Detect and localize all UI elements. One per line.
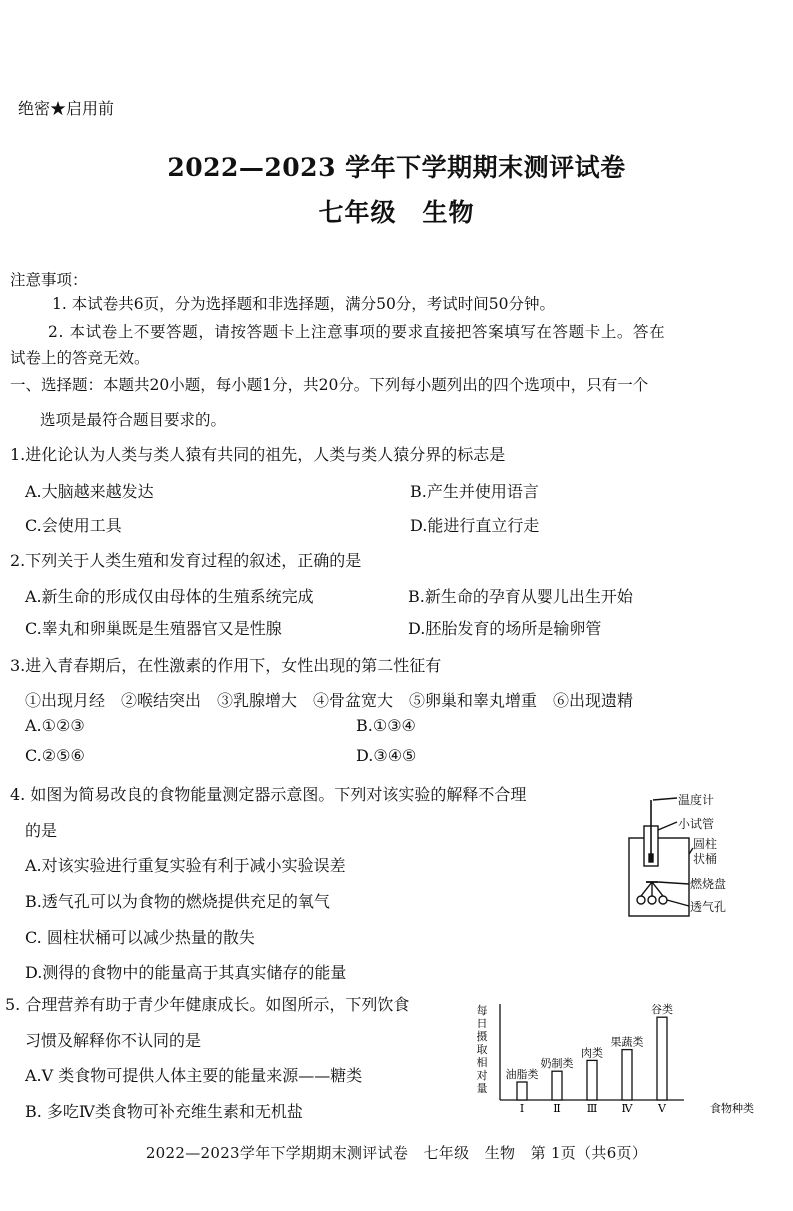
q5-option-b: B. 多吃Ⅳ类食物可补充维生素和无机盐: [25, 1102, 303, 1121]
chart-bar-label-4: 果蔬类: [610, 1035, 644, 1049]
secret-mark: 绝密★启用前: [18, 99, 115, 118]
chart-bar-4: [622, 1050, 632, 1100]
chart-x-tick-3: Ⅲ: [586, 1102, 598, 1115]
q2-option-d: D.胚胎发育的场所是输卵管: [408, 619, 602, 638]
chart-y-axis-label: [477, 1003, 488, 1095]
vent-hole: [637, 896, 645, 904]
label-vent: 透气孔: [690, 900, 727, 914]
label-thermometer: 温度计: [678, 793, 715, 807]
chart-x-tick-4: Ⅳ: [621, 1102, 633, 1115]
chart-bar-label-5: 谷类: [651, 1003, 673, 1017]
chart-bar-3: [587, 1060, 597, 1100]
q3-option-d: D.③④⑤: [356, 746, 417, 765]
q1-option-b: B.产生并使用语言: [410, 482, 539, 501]
chart-bar-label-2: 奶制类: [540, 1057, 574, 1071]
chart-x-tick-2: Ⅱ: [553, 1102, 561, 1115]
food-intake-chart: [470, 1000, 770, 1125]
label-burning-dish: 燃烧盘: [690, 877, 727, 891]
q2-stem: 2.下列关于人类生殖和发育过程的叙述，正确的是: [10, 551, 362, 570]
q1-option-a: A.大脑越来越发达: [25, 482, 154, 501]
q1-option-d: D.能进行直立行走: [410, 516, 540, 535]
q2-option-c: C.睾丸和卵巢既是生殖器官又是性腺: [25, 619, 282, 638]
chart-bar-label-3: 肉类: [581, 1046, 603, 1060]
q5-option-a: A.V 类食物可提供人体主要的能量来源——糖类: [25, 1066, 363, 1085]
q5-stem-line-2: 习惯及解释你不认同的是: [25, 1031, 202, 1050]
q4-option-c: C. 圆柱状桶可以减少热量的散失: [25, 928, 255, 947]
q4-option-b: B.透气孔可以为食物的燃烧提供充足的氧气: [25, 892, 330, 911]
note-item-2-line-2: 试卷上的答竞无效。: [10, 349, 150, 367]
chart-x-tick-5: Ⅴ: [658, 1102, 666, 1115]
q5-stem-line-1: 5. 合理营养有助于青少年健康成长。如图所示，下列饮食: [5, 995, 410, 1014]
label-barrel-1: 圆柱: [693, 837, 718, 851]
calorimeter-figure: [615, 790, 785, 930]
q3-option-c: C.②⑤⑥: [25, 746, 85, 765]
chart-x-axis-label: 食物种类: [710, 1102, 754, 1115]
chart-bar-label-1: 油脂类: [505, 1068, 539, 1081]
q2-option-a: A.新生命的形成仅由母体的生殖系统完成: [25, 587, 314, 606]
chart-bar-5: [657, 1017, 667, 1100]
q3-items: ①出现月经 ②喉结突出 ③乳腺增大 ④骨盆宽大 ⑤卵巢和睾丸增重 ⑥出现遗精: [25, 691, 634, 710]
section-1-heading-cont: 选项是最符合题目要求的。: [40, 411, 227, 429]
q3-option-a: A.①②③: [25, 716, 85, 735]
barrel-outline: [629, 838, 689, 916]
note-item-1: 1. 本试卷共6页，分为选择题和非选择题，满分50分，考试时间50分钟。: [52, 295, 556, 313]
q1-stem: 1.进化论认为人类与类人猿有共同的祖先，人类与类人猿分界的标志是: [10, 445, 506, 464]
note-item-2-line-1: 2. 本试卷上不要答题，请按答题卡上注意事项的要求直接把答案填写在答题卡上。答在: [48, 323, 666, 341]
q4-stem-line-2: 的是: [25, 821, 58, 840]
q2-option-b: B.新生命的孕育从婴儿出生开始: [408, 587, 633, 606]
chart-bar-1: [517, 1082, 527, 1100]
page-footer: 2022—2023学年下学期期末测评试卷 七年级 生物 第 1页（共6页）: [145, 1144, 648, 1162]
label-test-tube: 小试管: [678, 817, 715, 831]
vent-hole: [648, 896, 656, 904]
q3-stem: 3.进入青春期后，在性激素的作用下，女性出现的第二性征有: [10, 656, 442, 675]
chart-x-tick-1: Ⅰ: [519, 1102, 525, 1115]
exam-subtitle: 七年级 生物: [318, 198, 475, 227]
exam-title: 2022—2023 学年下学期期末测评试卷: [167, 153, 626, 182]
q4-option-a: A.对该实验进行重复实验有利于减小实验误差: [25, 856, 346, 875]
q4-option-d: D.测得的食物中的能量高于其真实储存的能量: [25, 963, 347, 982]
vent-hole: [659, 896, 667, 904]
chart-bar-2: [552, 1071, 562, 1100]
chart-y-label-text: 每日摄取相对量: [476, 1004, 488, 1095]
section-1-heading: 一、选择题：本题共20小题，每小题1分，共20分。下列每小题列出的四个选项中，只有一个: [10, 376, 649, 394]
q1-option-c: C.会使用工具: [25, 516, 122, 535]
notes-heading: 注意事项：: [10, 271, 88, 289]
q3-option-b: B.①③④: [356, 716, 416, 735]
label-barrel-2: 状桶: [693, 852, 718, 866]
q4-stem-line-1: 4. 如图为简易改良的食物能量测定器示意图。下列对该实验的解释不合理: [10, 785, 527, 804]
